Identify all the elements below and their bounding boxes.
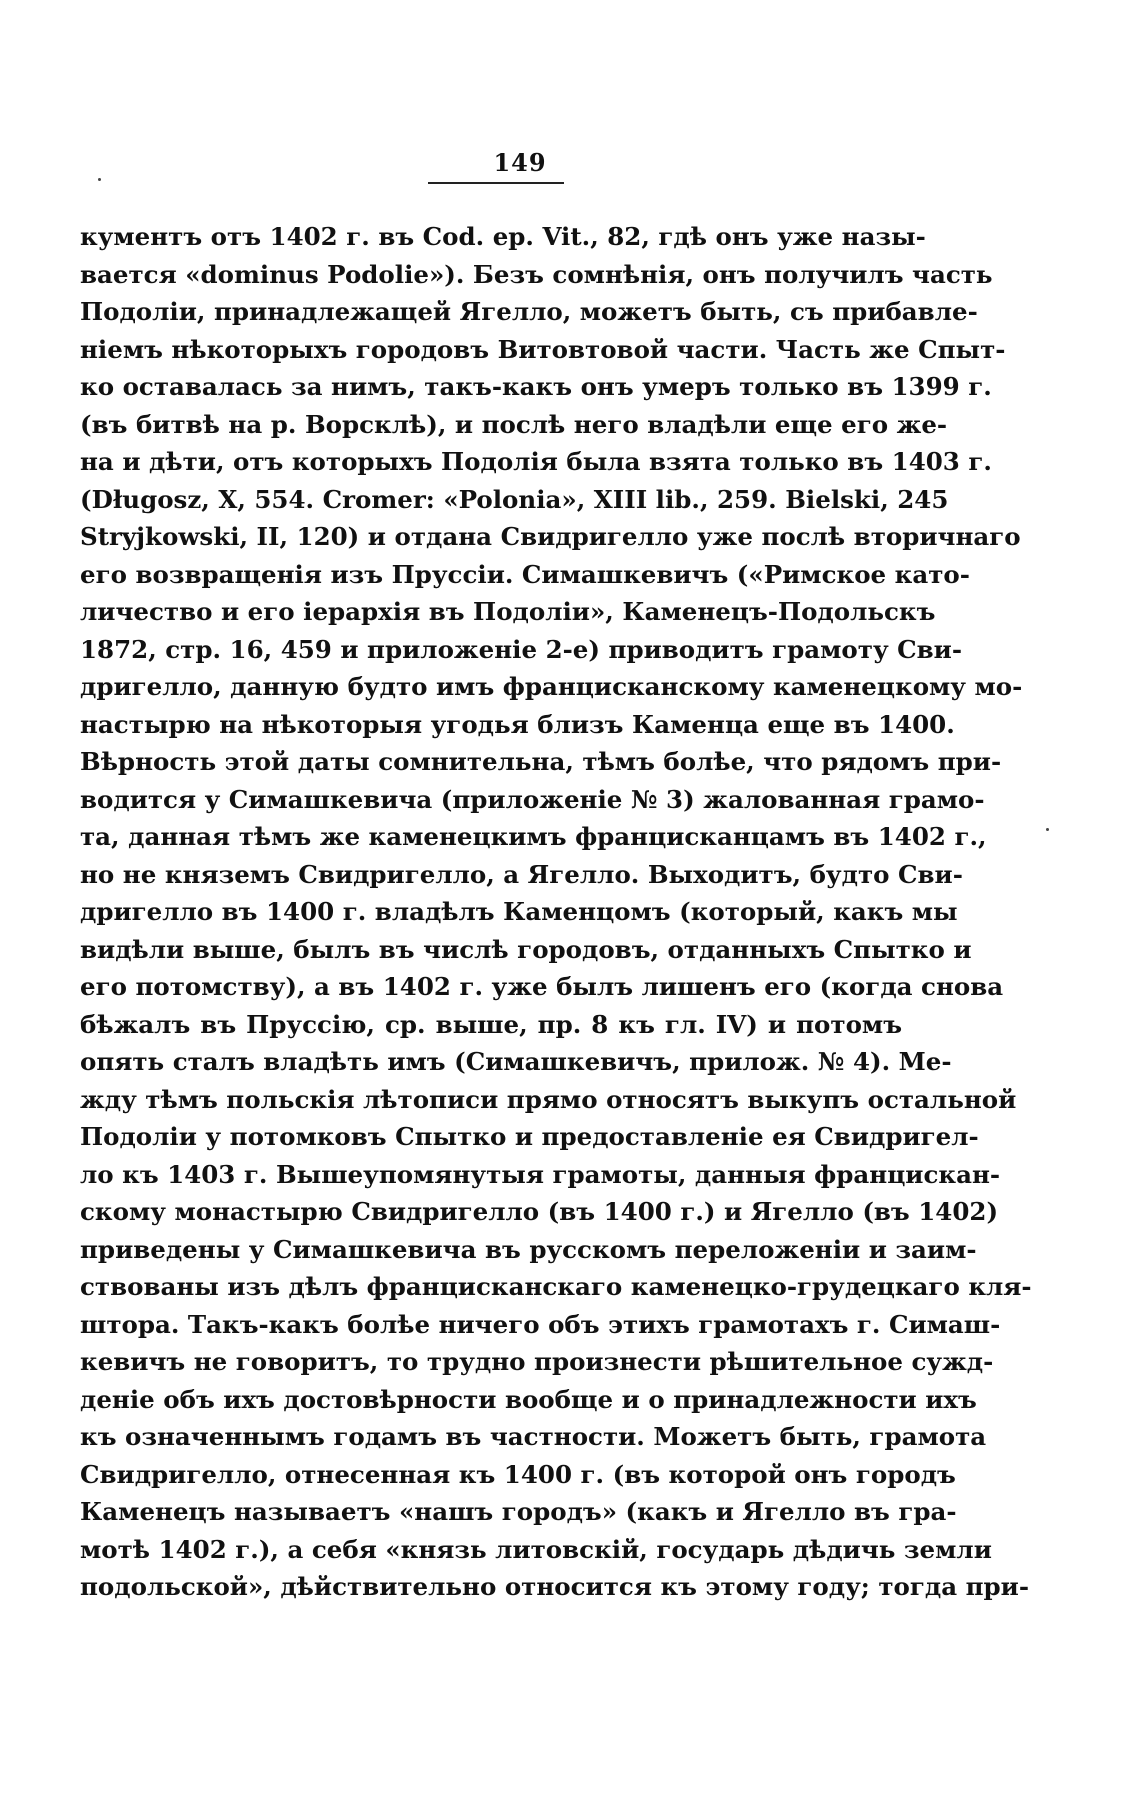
page-number: 149	[493, 148, 547, 177]
text-line: настырю на нѣкоторыя угодья близъ Каменца еще въ 1400.	[80, 709, 955, 739]
text-line: Каменецъ называетъ «нашъ городъ» (какъ и Ягелло въ гра-	[80, 1497, 957, 1526]
text-line: его потомству), а въ 1402 г. уже былъ лишенъ его (когда снова	[80, 972, 1004, 1001]
text-line: на и дѣти, отъ которыхъ Подолія была взята только въ 1403 г.	[80, 447, 992, 476]
text-line: Вѣрность этой даты сомнительна, тѣмъ болѣе, что рядомъ при-	[80, 747, 1002, 776]
text-line: кументъ отъ 1402 г. въ Cod. ep. Vit., 82, гдѣ онъ уже назы-	[80, 222, 926, 251]
text-line: но не княземъ Свидригелло, а Ягелло. Выходитъ, будто Сви-	[80, 859, 963, 889]
text-line: деніе объ ихъ достовѣрности вообще и о принадлежности ихъ	[80, 1384, 977, 1414]
header-rule	[428, 182, 564, 184]
text-line: та, данная тѣмъ же каменецкимъ францисканцамъ въ 1402 г.,	[80, 822, 987, 851]
text-line: ствованы изъ дѣлъ францисканскаго каменецко-грудецкаго кля-	[80, 1272, 1032, 1301]
text-line: штора. Такъ-какъ болѣе ничего объ этихъ грамотахъ г. Симаш-	[80, 1309, 1001, 1339]
text-line: мотѣ 1402 г.), а себя «князь литовскій, государь дѣдичь земли	[80, 1534, 992, 1564]
text-line: (въ битвѣ на р. Ворсклѣ), и послѣ него владѣли еще его же-	[80, 409, 948, 439]
body-text	[80, 218, 1032, 1606]
text-line: видѣли выше, былъ въ числѣ городовъ, отданныхъ Спытко и	[80, 934, 972, 964]
text-line: ко оставалась за нимъ, такъ-какъ онъ умеръ только въ 1399 г.	[80, 372, 992, 401]
text-line: Подоліи, принадлежащей Ягелло, можетъ быть, съ прибавле-	[80, 297, 978, 326]
text-line: 1872, стр. 16, 459 и приложеніе 2-е) приводитъ грамоту Сви-	[80, 634, 963, 664]
text-line: къ означеннымъ годамъ въ частности. Можетъ быть, грамота	[80, 1422, 987, 1451]
text-line: личество и его іерархія въ Подоліи», Каменецъ-Подольскъ	[80, 597, 936, 626]
text-line: дригелло, данную будто имъ францисканскому каменецкому мо-	[80, 672, 1023, 701]
print-speck	[1046, 828, 1049, 831]
text-line: дригелло въ 1400 г. владѣлъ Каменцомъ (который, какъ мы	[80, 897, 958, 926]
text-line: опять сталъ владѣть имъ (Симашкевичъ, прилож. № 4). Ме-	[80, 1047, 952, 1076]
print-speck	[98, 178, 101, 181]
text-line: ло къ 1403 г. Вышеупомянутыя грамоты, данныя францискан-	[80, 1159, 1001, 1189]
text-line: (Długosz, X, 554. Cromer: «Polonia», XIII lib., 259. Bielski, 245	[80, 484, 949, 514]
text-line: подольской», дѣйствительно относится къ этому году; тогда при-	[80, 1572, 1030, 1601]
text-line: его возвращенія изъ Пруссіи. Симашкевичъ («Римское като-	[80, 559, 970, 589]
text-line: кевичъ не говоритъ, то трудно произнести рѣшительное сужд-	[80, 1347, 994, 1376]
text-line: скому монастырю Свидригелло (въ 1400 г.) и Ягелло (въ 1402)	[80, 1197, 999, 1226]
text-line: вается «dominus Podolie»). Безъ сомнѣнія, онъ получилъ часть	[80, 259, 993, 289]
text-line: водится у Симашкевича (приложеніе № 3) жалованная грамо-	[80, 784, 985, 814]
text-line: Подоліи у потомковъ Спытко и предоставленіе ея Свидригел-	[80, 1122, 979, 1151]
text-line: жду тѣмъ польскія лѣтописи прямо относятъ выкупъ остальной	[80, 1084, 1017, 1114]
text-line: Свидригелло, отнесенная къ 1400 г. (въ которой онъ городъ	[80, 1459, 956, 1489]
text-line: Stryjkowski, II, 120) и отдана Свидригелло уже послѣ вторичнаго	[80, 522, 1021, 551]
text-line: бѣжалъ въ Пруссію, ср. выше, пр. 8 къ гл. IV) и потомъ	[80, 1009, 902, 1039]
text-line: ніемъ нѣкоторыхъ городовъ Витовтовой части. Часть же Спыт-	[80, 334, 1006, 364]
text-line: приведены у Симашкевича въ русскомъ переложеніи и заим-	[80, 1234, 977, 1264]
